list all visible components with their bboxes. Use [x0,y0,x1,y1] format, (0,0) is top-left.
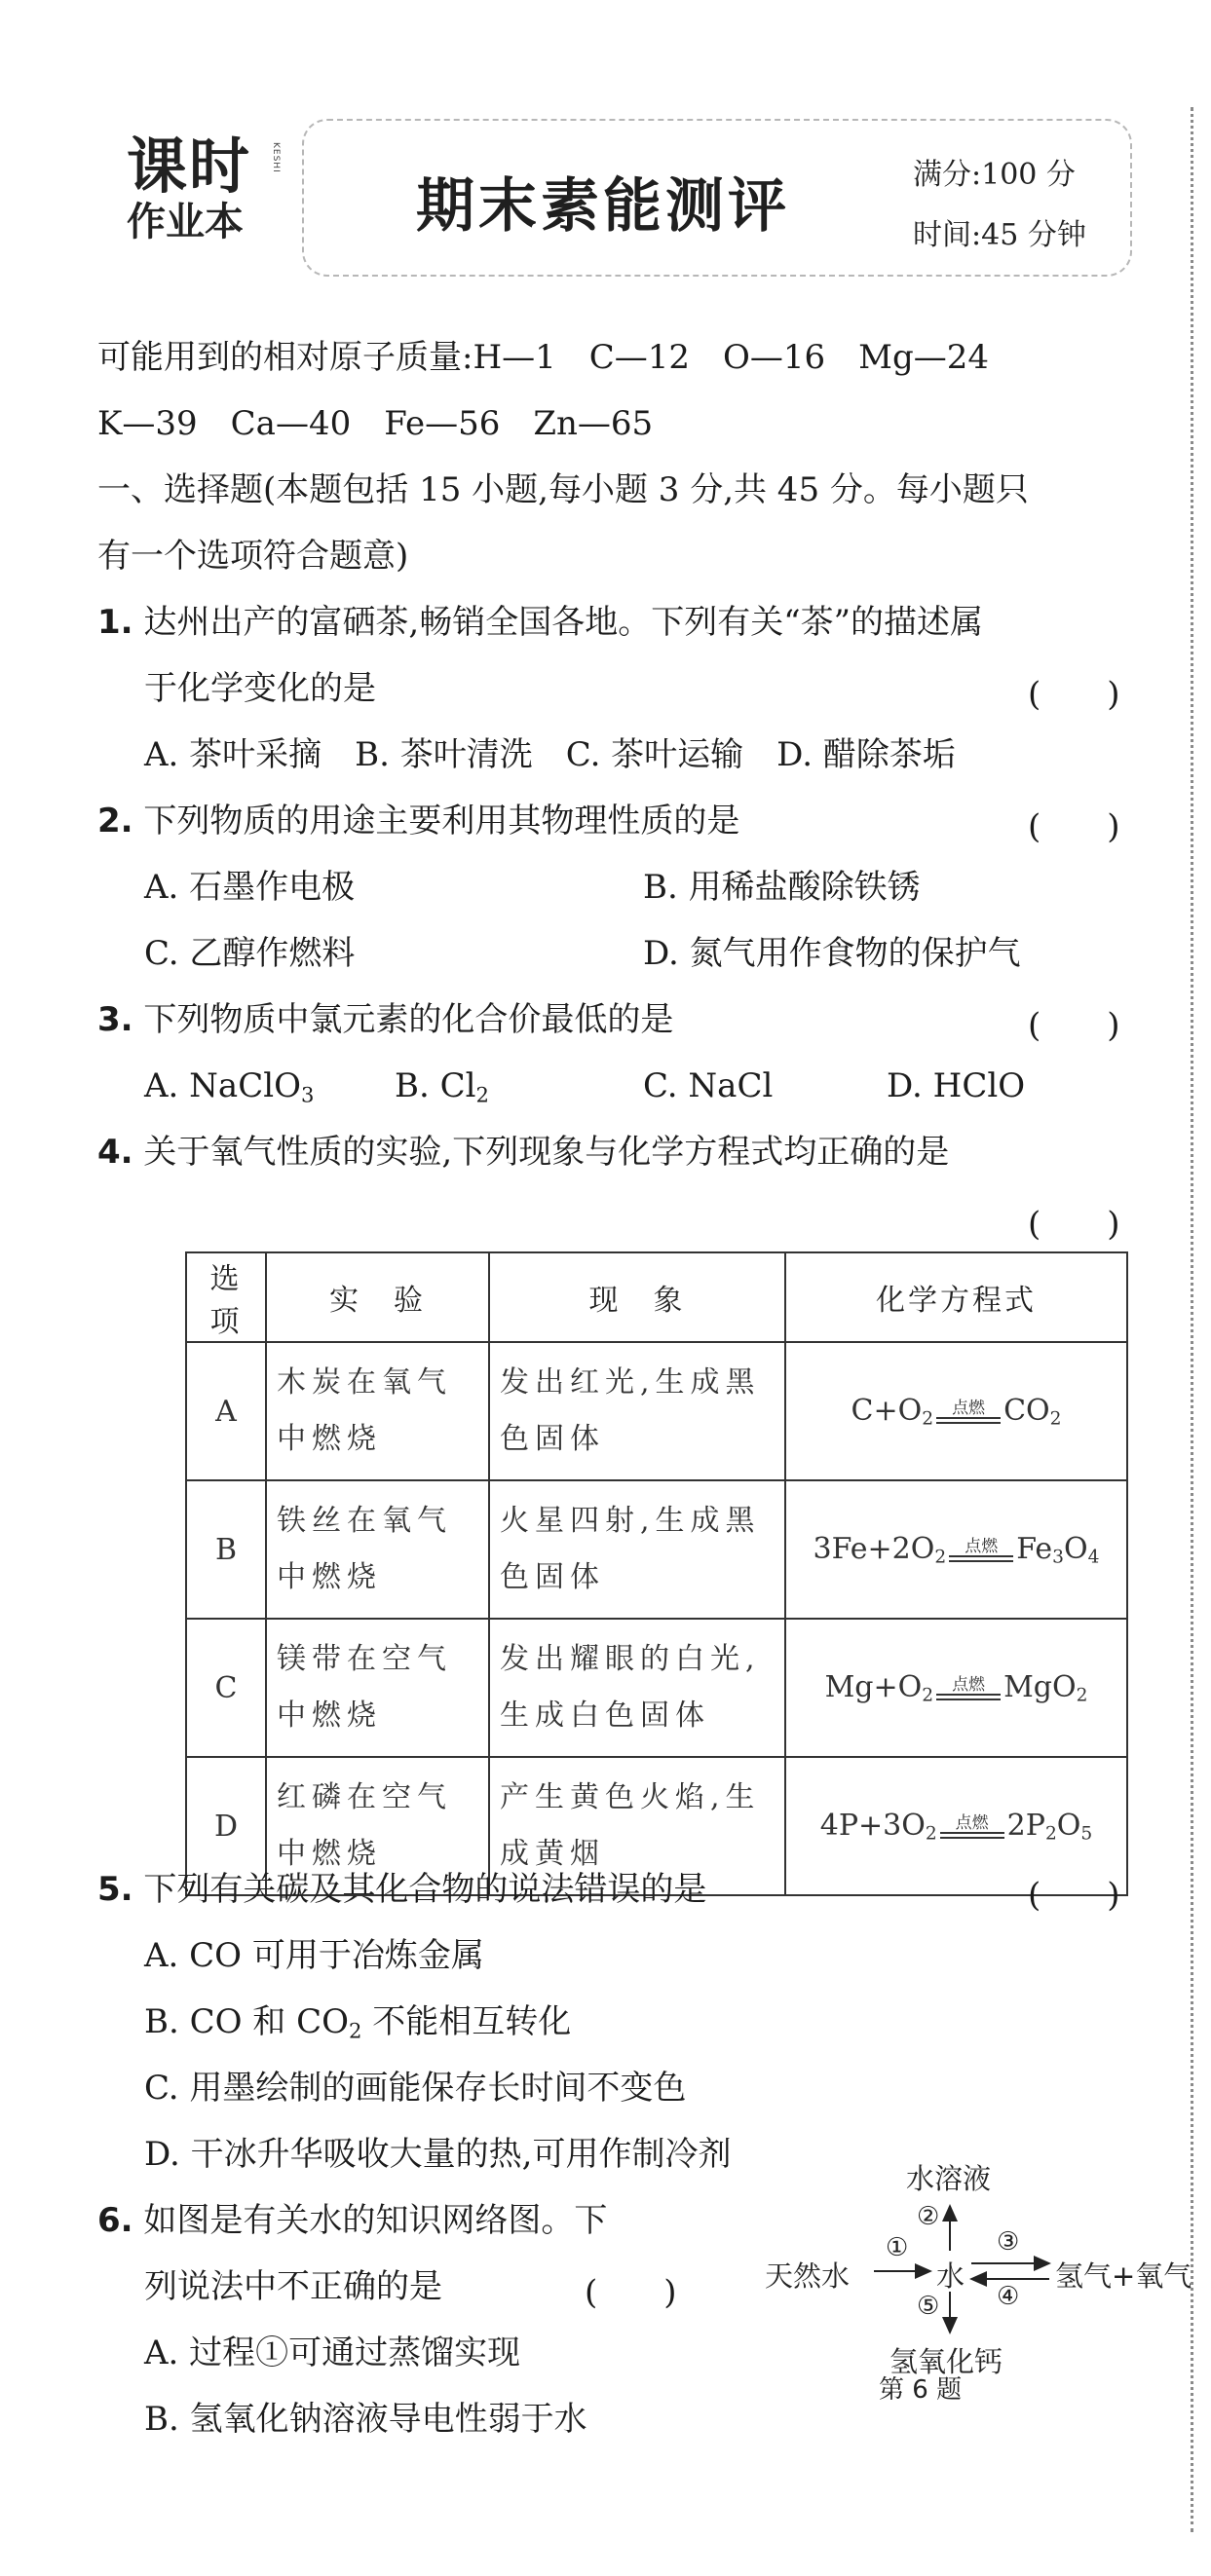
brand-logo [127,131,283,245]
reaction-condition-sign [940,1814,1004,1839]
option-a [144,1064,314,1116]
question-number: 3. [97,1000,133,1039]
question-6-stem-line-1 [97,2199,607,2242]
row-option: B [186,1480,266,1619]
row-option: C [186,1619,266,1757]
header-equation: 化学方程式 [785,1252,1127,1342]
row-phenomenon: 火星四射,生成黑色固体 [489,1480,785,1619]
label-1: ① [886,2233,909,2262]
option-d: D. HClO [887,1066,1026,1105]
brand-top-text: 课时 [127,131,252,202]
answer-bracket[interactable]: ( ) [1028,1205,1120,1244]
node-hydrogen-oxygen: 氢气+氧气 [1055,2259,1192,2293]
question-text: 关于氧气性质的实验,下列现象与化学方程式均正确的是 [143,1133,950,1172]
subscript: 2 [1049,1408,1062,1430]
table-row [186,1342,1127,1480]
question-text: 如图是有关水的知识网络图。下 [143,2201,608,2240]
question-number: 1. [97,603,133,642]
subscript: 2 [1044,1823,1057,1845]
label-2: ② [917,2202,940,2231]
node-calcium-hydroxide: 氢氧化钙 [889,2345,1003,2378]
subscript: 2 [925,1823,937,1845]
option-d: D. 氮气用作食物的保护气 [643,934,1021,973]
question-text: 下列物质中氯元素的化合价最低的是 [143,1000,674,1039]
node-natural-water: 天然水 [765,2259,851,2293]
question-1-stem-line-1 [97,601,983,644]
condition-text: 点燃 [965,1537,999,1557]
header-phenomenon: 现 象 [489,1252,785,1342]
row-equation [785,1342,1127,1480]
figure-caption: 第 6 题 [879,2375,963,2405]
experiment-table [185,1251,1128,1896]
eq-term: Mg+O [824,1669,923,1704]
row-experiment: 镁带在空气中燃烧 [266,1619,489,1757]
question-text: 下列物质的用途主要利用其物理性质的是 [143,802,740,840]
option-b: B. 氢氧化钠溶液导电性弱于水 [144,2400,587,2439]
condition-text: 点燃 [955,1813,989,1834]
eq-term: C+O [851,1393,923,1428]
question-number: 6. [97,2201,133,2240]
option-b-text: B. Cl [395,1066,476,1105]
eq-term: CO [1003,1393,1050,1428]
question-1-stem-line-2: 于化学变化的是 [144,669,376,708]
question-text: 下列有关碳及其化合物的说法错误的是 [143,1870,707,1909]
page-edge-dotted-line [1191,107,1193,2532]
option-b [144,2000,571,2052]
eq-term: O [1064,1531,1088,1566]
page-title: 期末素能测评 [416,172,790,241]
reaction-condition-sign [949,1538,1013,1562]
subscript: 2 [1076,1685,1088,1706]
node-water: 水 [936,2259,965,2293]
subscript: 2 [934,1547,947,1568]
eq-term: 4P+3O [819,1808,926,1843]
row-equation [785,1480,1127,1619]
subscript: 2 [922,1408,934,1430]
table-row [186,1619,1127,1757]
row-phenomenon: 发出耀眼的白光,生成白色固体 [489,1619,785,1757]
subscript: 2 [922,1685,934,1706]
eq-term: 3Fe+2O [813,1531,935,1566]
answer-bracket[interactable]: ( ) [1028,807,1120,846]
water-network-diagram [765,2157,1192,2381]
question-3-stem [97,998,673,1041]
subscript: 3 [300,1082,315,1107]
question-number: 5. [97,1870,133,1909]
option-c: C. 用墨绘制的画能保存长时间不变色 [144,2069,687,2108]
reaction-condition-sign [936,1400,1001,1424]
option-b-text-end: 不能相互转化 [361,2002,572,2041]
answer-bracket[interactable]: ( ) [1028,1876,1120,1915]
atomic-mass-line-1: 可能用到的相对原子质量:H—1 C—12 O—16 Mg—24 [97,338,989,377]
question-number: 2. [97,802,133,840]
header-experiment: 实 验 [266,1252,489,1342]
subscript: 4 [1087,1547,1100,1568]
option-d: D. 干冰升华吸收大量的热,可用作制冷剂 [144,2135,732,2174]
option-c: C. 乙醇作燃料 [144,934,356,973]
table-header-row [186,1252,1127,1342]
row-phenomenon: 产生黄色火焰,生成黄烟 [489,1757,785,1895]
row-option: A [186,1342,266,1480]
node-aqueous-solution: 水溶液 [906,2162,992,2195]
eq-term: Fe [1016,1531,1053,1566]
option-b: B. 用稀盐酸除铁锈 [643,868,921,907]
option-a: A. CO 可用于冶炼金属 [144,1936,484,1975]
option-b-text: B. CO 和 CO [144,2002,349,2041]
question-2-stem [97,800,739,842]
subscript: 2 [349,2018,362,2043]
option-c: C. NaCl [643,1066,774,1105]
header-option: 选 项 [186,1252,266,1342]
atomic-mass-line-2: K—39 Ca—40 Fe—56 Zn—65 [97,404,654,443]
row-phenomenon: 发出红光,生成黑色固体 [489,1342,785,1480]
answer-bracket[interactable]: ( ) [1028,1006,1120,1045]
question-4-stem [97,1131,949,1174]
reaction-condition-sign [936,1676,1001,1700]
time-limit: 时间:45 分钟 [913,218,1086,252]
answer-bracket[interactable]: ( ) [1028,675,1120,714]
subscript: 5 [1080,1823,1093,1845]
row-experiment: 红磷在空气中燃烧 [266,1757,489,1895]
question-1-options: A. 茶叶采摘 B. 茶叶清洗 C. 茶叶运输 D. 醋除茶垢 [144,735,956,774]
label-4: ④ [997,2282,1020,2311]
option-a-text: A. NaClO [144,1066,301,1105]
subscript: 3 [1052,1547,1064,1568]
brand-sub-text: KESHI [271,142,281,173]
section-heading-line-1: 一、选择题(本题包括 15 小题,每小题 3 分,共 45 分。每小题只 [97,470,1029,509]
answer-bracket[interactable]: ( ) [585,2273,677,2312]
subscript: 2 [475,1082,489,1107]
question-number: 4. [97,1133,133,1172]
condition-text: 点燃 [952,1399,986,1419]
option-a: A. 过程①可通过蒸馏实现 [144,2333,521,2372]
eq-term: O [1056,1808,1081,1843]
option-b [395,1064,489,1116]
question-5-stem [97,1868,706,1911]
section-heading-line-2: 有一个选项符合题意) [97,537,409,576]
condition-text: 点燃 [952,1675,986,1696]
row-experiment: 铁丝在氧气中燃烧 [266,1480,489,1619]
question-text: 达州出产的富硒茶,畅销全国各地。下列有关“茶”的描述属 [143,603,983,642]
title-box [302,119,1132,277]
eq-term: MgO [1003,1669,1077,1704]
row-equation [785,1619,1127,1757]
label-3: ③ [997,2227,1020,2257]
row-experiment: 木炭在氧气中燃烧 [266,1342,489,1480]
brand-bottom-text: 作业本 [127,200,244,244]
label-5: ⑤ [917,2292,940,2321]
full-score: 满分:100 分 [913,158,1076,192]
row-option: D [186,1757,266,1895]
option-a: A. 石墨作电极 [144,868,356,907]
question-6-stem-line-2: 列说法中不正确的是 [144,2267,442,2306]
table-row [186,1480,1127,1619]
eq-term: 2P [1006,1808,1045,1843]
